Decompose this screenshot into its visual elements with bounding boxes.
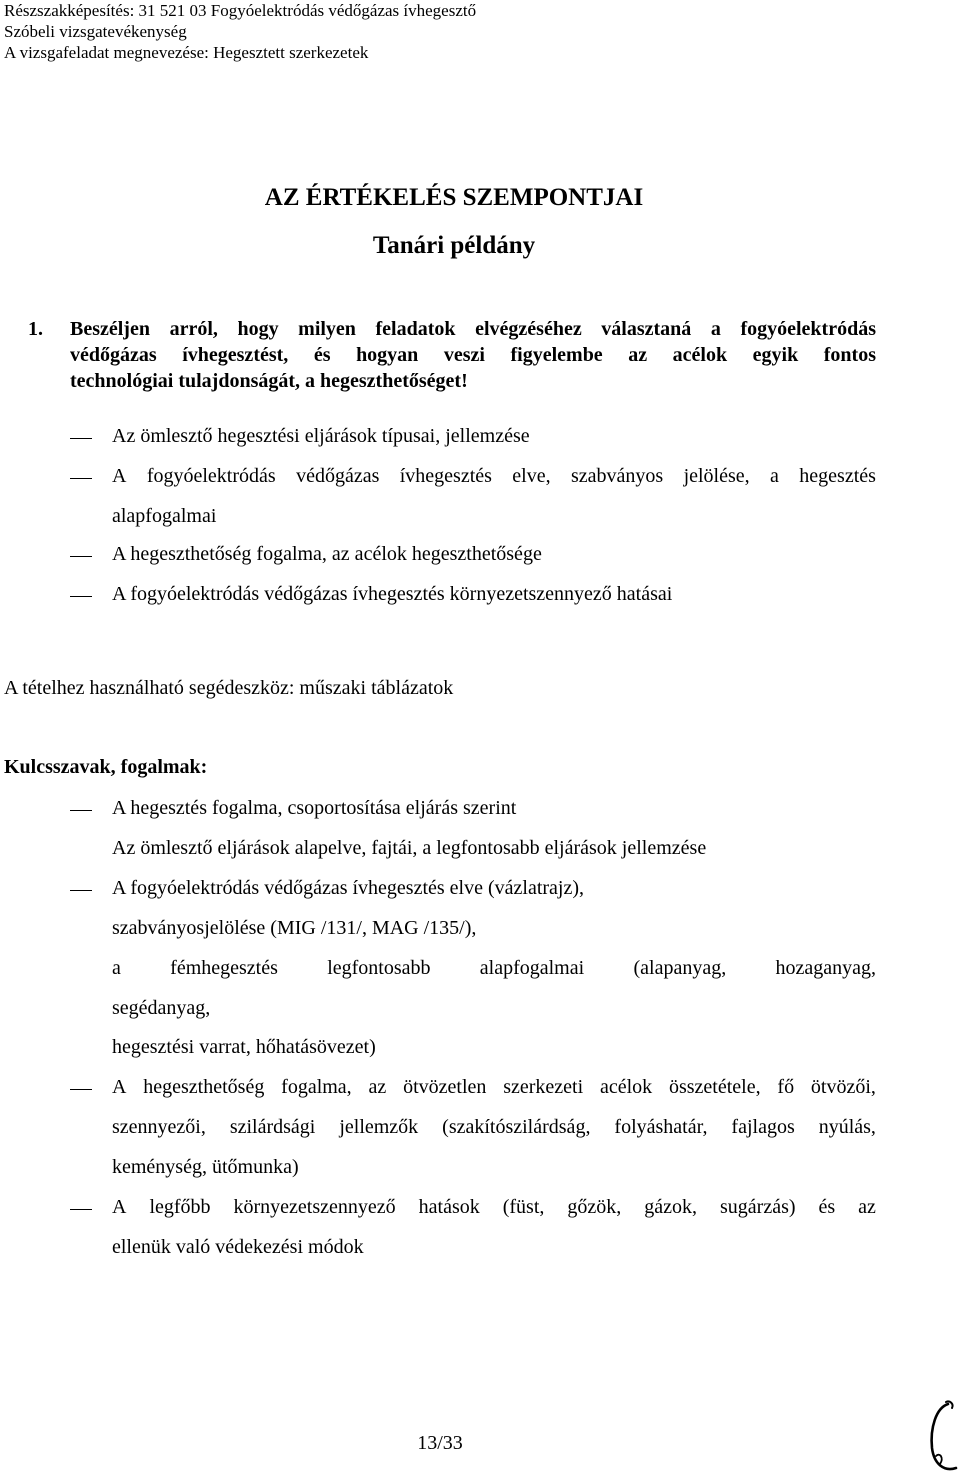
keyword-line xyxy=(112,957,876,980)
word: gázok, xyxy=(644,1196,698,1218)
point-4: A fogyóelektródás védőgázas ívhegesztés környezetszennyező hatásai xyxy=(112,583,673,605)
word: sugárzás) xyxy=(720,1196,796,1218)
dash-bullet xyxy=(70,890,92,891)
question-line-1 xyxy=(70,318,876,341)
word: az xyxy=(858,1196,876,1218)
keyword-line-text xyxy=(112,1076,876,1099)
page-subtitle: Tanári példány xyxy=(372,232,536,259)
word: az xyxy=(628,344,648,366)
word: hegesztés xyxy=(799,465,876,487)
word: környezetszennyező xyxy=(233,1196,396,1218)
word: figyelembe xyxy=(510,344,603,366)
keyword-line: szabványosjelölése (MIG /131/, MAG /135/), xyxy=(112,917,477,939)
word: acélok xyxy=(599,1076,653,1098)
keyword-line-text xyxy=(112,1196,876,1219)
point-3: A hegeszthetőség fogalma, az acélok hegeszthetősége xyxy=(112,543,542,565)
header-line-3: A vizsgafeladat megnevezése: Hegesztett szerkezetek xyxy=(4,43,369,62)
word: szilárdsági xyxy=(229,1116,316,1138)
word: legfontosabb xyxy=(327,957,431,979)
word: veszi xyxy=(443,344,485,366)
word: ívhegesztést, xyxy=(182,344,289,366)
word: Beszéljen xyxy=(70,318,150,340)
word: egyik xyxy=(752,344,799,366)
word: jellemzők xyxy=(339,1116,419,1138)
keyword-line: segédanyag, xyxy=(112,997,211,1019)
word: hogyan xyxy=(356,344,419,366)
keyword-line: keménység, ütőmunka) xyxy=(112,1156,299,1178)
page-number: 13/33 xyxy=(417,1432,463,1454)
word: szabványos xyxy=(570,465,664,487)
word: (füst, xyxy=(502,1196,545,1218)
keyword-line: Az ömlesztő eljárások alapelve, fajtái, a legfontosabb eljárások jellemzése xyxy=(112,837,707,859)
question-line-2 xyxy=(70,344,876,367)
word: ötvözetlen xyxy=(403,1076,487,1098)
header-line-2: Szóbeli vizsgatevékenység xyxy=(4,22,187,41)
word: hatások xyxy=(418,1196,480,1218)
word: elve, xyxy=(512,465,551,487)
word: nyúlás, xyxy=(818,1116,876,1138)
word: hogy xyxy=(237,318,279,340)
word: védőgázas xyxy=(70,344,157,366)
dash-bullet xyxy=(70,556,92,557)
keyword-line xyxy=(112,1196,876,1219)
word: A xyxy=(112,1076,127,1098)
word: hegeszthetőség xyxy=(143,1076,265,1098)
word: ívhegesztés xyxy=(399,465,492,487)
word: választaná xyxy=(601,318,692,340)
word: acélok xyxy=(672,344,728,366)
word: alapfogalmai xyxy=(479,957,585,979)
word: legfőbb xyxy=(149,1196,211,1218)
dash-bullet xyxy=(70,810,92,811)
word: (alapanyag, xyxy=(633,957,727,979)
keyword-line-text xyxy=(112,1116,876,1139)
question-line-3: technológiai tulajdonságát, a hegeszthetőséget! xyxy=(70,370,468,392)
word: milyen xyxy=(298,318,356,340)
word: jelölése, xyxy=(683,465,750,487)
word: és xyxy=(313,344,331,366)
word: (szakítószilárdság, xyxy=(442,1116,591,1138)
dash-bullet xyxy=(70,596,92,597)
word: a xyxy=(770,465,779,487)
word: feladatok xyxy=(375,318,456,340)
word: összetétele, xyxy=(668,1076,761,1098)
point-1: Az ömlesztő hegesztési eljárások típusai, jellemzése xyxy=(112,425,530,447)
word: A xyxy=(112,1196,127,1218)
page-title: AZ ÉRTÉKELÉS SZEMPONTJAI xyxy=(264,184,644,211)
word: szennyezői, xyxy=(112,1116,206,1138)
question-line-1-text xyxy=(70,318,876,341)
word: fontos xyxy=(823,344,876,366)
point-2 xyxy=(112,465,876,488)
dash-bullet xyxy=(70,438,92,439)
signature-mark xyxy=(922,1398,960,1477)
word: fajlagos xyxy=(731,1116,795,1138)
question-number: 1. xyxy=(28,318,43,340)
point-2-cont: alapfogalmai xyxy=(112,505,217,527)
word: a xyxy=(112,957,121,979)
point-2-text xyxy=(112,465,876,488)
word: hozaganyag, xyxy=(775,957,876,979)
word: elvégzéséhez xyxy=(475,318,582,340)
word: arról, xyxy=(169,318,218,340)
word: fogyóelektródás xyxy=(740,318,876,340)
keyword-line: ellenük való védekezési módok xyxy=(112,1236,364,1258)
keyword-line xyxy=(112,1116,876,1139)
word: szerkezeti xyxy=(503,1076,584,1098)
word: az xyxy=(368,1076,387,1098)
dash-bullet xyxy=(70,1089,92,1090)
dash-bullet xyxy=(70,478,92,479)
word: folyáshatár, xyxy=(614,1116,708,1138)
word: védőgázas xyxy=(296,465,380,487)
word: ötvözői, xyxy=(810,1076,876,1098)
word: fogalma, xyxy=(281,1076,352,1098)
word: a xyxy=(710,318,721,340)
header-line-1: Részszakképesítés: 31 521 03 Fogyóelektródás védőgázas ívhegesztő xyxy=(4,1,477,20)
dash-bullet xyxy=(70,1209,92,1210)
word: és xyxy=(818,1196,836,1218)
keywords-heading: Kulcsszavak, fogalmak: xyxy=(4,756,208,778)
tool-line: A tételhez használható segédeszköz: műszaki táblázatok xyxy=(4,677,454,699)
question-line-2-text xyxy=(70,344,876,367)
word: fő xyxy=(777,1076,795,1098)
word: fémhegesztés xyxy=(170,957,278,979)
word: fogyóelektródás xyxy=(146,465,276,487)
keyword-line xyxy=(112,1076,876,1099)
keyword-line: A hegesztés fogalma, csoportosítása eljárás szerint xyxy=(112,797,517,819)
keyword-line-text xyxy=(112,957,876,980)
keyword-line: A fogyóelektródás védőgázas ívhegesztés elve (vázlatrajz), xyxy=(112,877,585,899)
word: gőzök, xyxy=(567,1196,622,1218)
keyword-line: hegesztési varrat, hőhatásövezet) xyxy=(112,1036,376,1058)
word: A xyxy=(112,465,127,487)
